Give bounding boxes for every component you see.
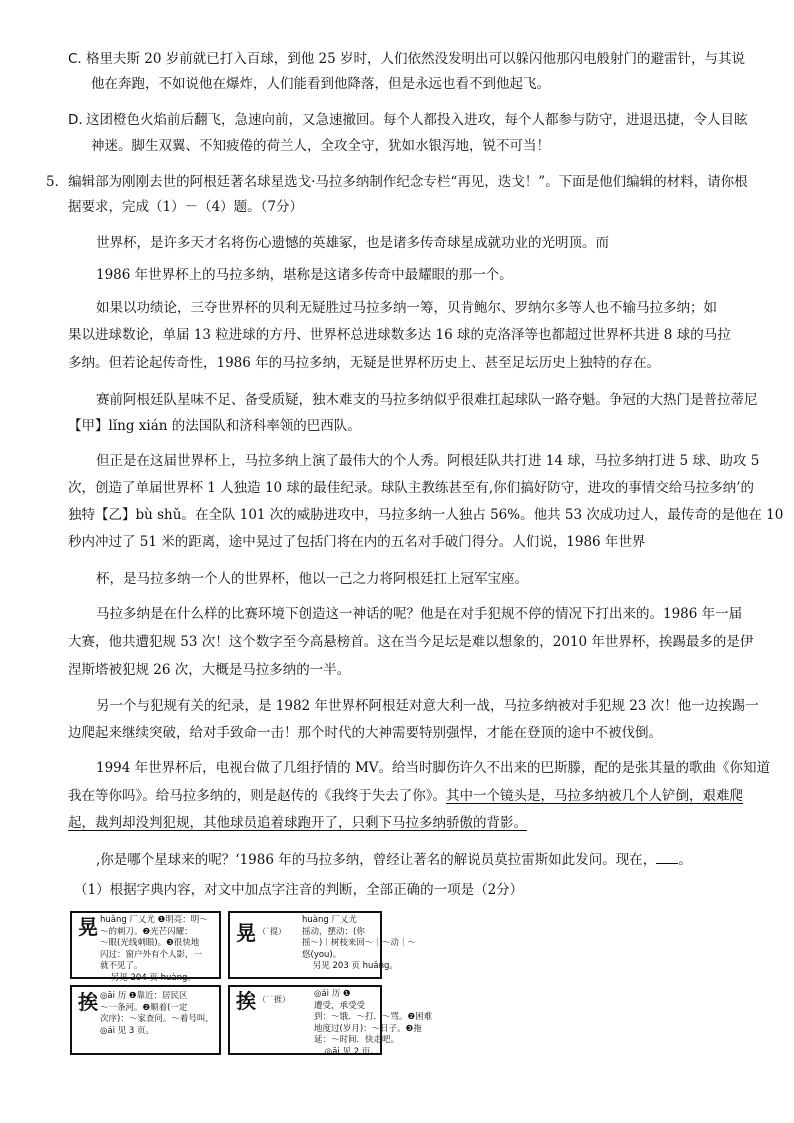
passage-line-21-end: 。 — [678, 852, 692, 868]
dictionary-entry-a — [70, 911, 221, 983]
passage-line-15: 涅斯塔被犯规 26 次，大概是马拉多纳的一半。 — [68, 662, 351, 678]
passage-line-16: 另一个与犯规有关的纪录，是 1982 年世界杯阿根廷对意大利一战，马拉多纳被对手犯规 23 次！他一边挨踢一 — [96, 698, 759, 714]
option-d-line-1 — [68, 110, 748, 130]
passage-line-19-plain: 我在等你吗》。给马拉多纳的，则是赵传的《我终于失去了你》。 — [68, 788, 446, 804]
dict-d-char: 挨 — [236, 989, 256, 1013]
option-c-text-1: 格里夫斯 20 岁前就已打入百球，到他 25 岁时，人们依然没发明出可以躲闪他那闪电般射门的避雷针，与其说 — [86, 51, 746, 67]
option-c-line-2: 他在奔跑，不如说他在爆炸，人们能看到他降落，但是永远也看不到他起飞。 — [91, 76, 550, 92]
dict-b-sub: （˙提） — [258, 927, 286, 936]
passage-line-21-text: ,你是哪个星球来的呢？‘1986 年的马拉多纳，曾经让著名的解说员莫拉雷斯如此发问。现在， — [96, 852, 657, 868]
dict-d-sub: （˙˙捱） — [258, 995, 290, 1004]
question-5-line-1 — [46, 172, 748, 192]
passage-line-6: 赛前阿根廷队星味不足、备受质疑，独木难支的马拉多纳似乎很难扛起球队一路夺魁。争冠的大热门是普拉蒂尼 — [96, 392, 758, 408]
passage-line-12: 杯，是马拉多纳一个人的世界杯，他以一己之力将阿根廷扛上冠军宝座。 — [96, 571, 528, 587]
fill-in-blank[interactable] — [656, 849, 678, 864]
passage-line-9: 次，创造了单届世界杯 1 人独造 10 球的最佳纪录。球队主教练甚至有,你们搞好防守，进攻的事情交给马拉多纳’的 — [68, 480, 755, 496]
dictionary-entry-b — [228, 911, 416, 979]
dict-c-char: 挨 — [78, 990, 98, 1014]
question-5-line-2: 据要求，完成（1）－（4）题。（7分） — [68, 199, 304, 215]
passage-line-18: 1994 年世界杯后，电视台做了几组抒情的 MV。给当时脚伤许久不出来的巴斯滕，配的是张其量的歌曲《你知道 — [96, 760, 771, 776]
passage-line-21 — [96, 849, 692, 870]
option-c-letter: C. — [68, 51, 82, 67]
option-d-text-1: 这团橙色火焰前后翻飞，急速向前，又急速撤回。每个人都投入进攻，每个人都参与防守，进退迅捷，令人目眩 — [86, 112, 748, 128]
dict-b-text: huàng 厂乂尤 摇动，摆动：(你 摇～)｜树枝来回～｜～动｜～ 悠(you)。 另见 203 页 huǎng。 — [302, 915, 416, 971]
passage-line-13: 马拉多纳是在什么样的比赛环境下创造这一神话的呢？他是在对手犯规不停的情况下打出来的。1986 年一届 — [96, 606, 743, 622]
passage-line-10: 独特【乙】bù shǔ。在全队 101 次的威胁进攻中，马拉多纳一人独占 56%。他共 53 次成功过人，最传奇的是他在 10 — [68, 507, 784, 523]
option-c-line-1 — [68, 49, 745, 69]
passage-line-3: 如果以功绩论，三夺世界杯的贝利无疑胜过马拉多纳一筹，贝肯鲍尔、罗纳尔多等人也不输马拉多纳；如 — [96, 300, 717, 316]
underlined-sentence-part-2: 起，裁判却没判犯规，其他球员追着球跑开了，只剩下马拉多纳骄傲的背影。 — [68, 815, 527, 831]
passage-line-19 — [68, 786, 743, 806]
passage-line-4: 果以进球数论，单届 13 粒进球的方丹、世界杯总进球数多达 16 球的克洛泽等也都超过世界杯共进 8 球的马拉 — [68, 327, 731, 343]
dict-a-text: huǎng 厂乂尤 ❶明亮：明～ ～的刺刀。❷光芒闪耀： ～眼(光线刺眼)。❸很快地 闪过：窗户外有个人影，一 就不见了。 另见 204 页 huàng。 — [100, 915, 208, 983]
passage-line-5: 多纳。但若论起传奇性，1986 年的马拉多纳，无疑是世界杯历史上、甚至足坛历史上独特的存在。 — [68, 355, 661, 371]
option-d-letter: D. — [68, 112, 83, 128]
passage-line-14: 大赛，他共遭犯规 53 次！这个数字至今高悬榜首。这在当今足坛是难以想象的，2010 年世界杯，挨踢最多的是伊 — [68, 634, 754, 650]
dict-b-char: 晃 — [236, 921, 256, 945]
passage-line-2: 1986 年世界杯上的马拉多纳，堪称是这诸多传奇中最耀眼的那一个。 — [96, 267, 513, 283]
passage-line-20 — [68, 813, 527, 833]
sub-question-1: （1）根据字典内容，对文中加点字注音的判断，全部正确的一项是（2分） — [74, 882, 524, 898]
passage-line-8: 但正是在这届世界杯上，马拉多纳上演了最伟大的个人秀。阿根廷队共打进 14 球，马拉多纳打进 5 球、助攻 5 — [96, 453, 760, 469]
dict-c-text: ◎āi 历 ❶靠近：居民区 ～一条河。❷顺着(一定 次序)：～家查问。～着号叫， ◎ái 见 3 页。 — [100, 991, 214, 1036]
passage-line-1: 世界杯，是许多天才名将伤心遗憾的英雄冢，也是诸多传奇球星成就功业的光明顶。而 — [96, 235, 609, 251]
dictionary-entry-c — [70, 985, 221, 1055]
passage-line-11: 秒内冲过了 51 米的距离，途中晃过了包括门将在内的五名对手破门得分。人们说，1986 年世界 — [68, 534, 646, 550]
question-5-text-1: 编辑部为刚刚去世的阿根廷著名球星选戈·马拉多纳制作纪念专栏“再见，迭戈！”。下面是他们编辑的材料，请你根 — [68, 174, 748, 190]
question-5-number: 5． — [46, 174, 69, 190]
dictionary-entry-d — [228, 985, 433, 1057]
option-d-line-2: 神迷。脚生双翼、不知疲倦的荷兰人，全攻全守，犹如水银泻地，锐不可当！ — [91, 138, 550, 154]
passage-line-17: 边爬起来继续突破，给对手致命一击！那个时代的大神需要特别强悍，才能在登顶的途中不被伐倒。 — [68, 725, 662, 741]
dict-a-char: 晃 — [78, 915, 98, 939]
dict-d-text: ◎ái 历 ❶ 遭受，承受受 到：～饿．～打．～骂。❷困难 地度过(岁月)：～日子。❸拖 延：～时间．快走吧。 ◎āi 见 2 页。 — [314, 989, 433, 1057]
underlined-sentence-part-1: 其中一个镜头是，马拉多纳被几个人铲倒，艰难爬 — [446, 788, 743, 804]
passage-line-7: 【甲】lǐng xián 的法国队和济科率领的巴西队。 — [68, 418, 361, 434]
